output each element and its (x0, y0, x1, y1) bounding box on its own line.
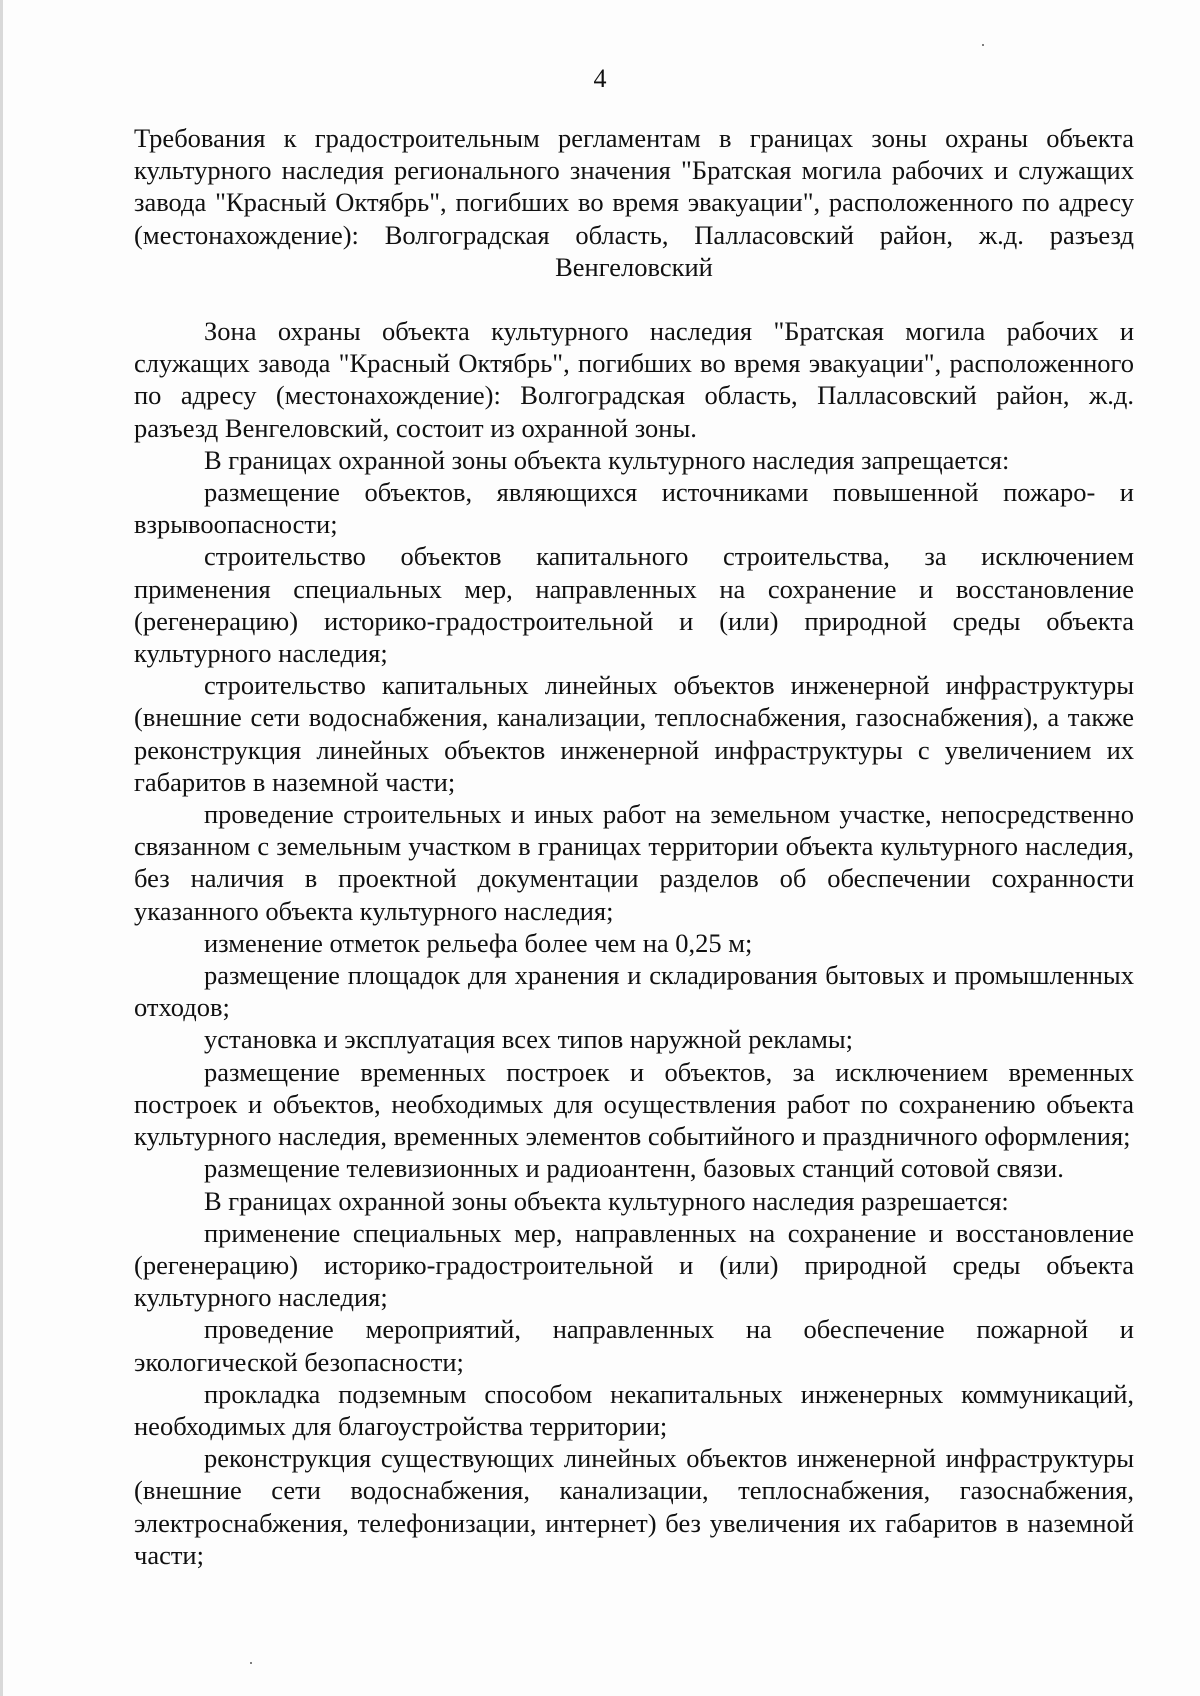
list-item: проведение мероприятий, направленных на обеспечение пожарной и экологической безопасности; (134, 1314, 1134, 1377)
list-item: строительство объектов капитального строительства, за исключением применения специальных мер, направленных на сохранение и восстановление (регенерацию) историко-градостроительной и (или) природной среды объекта культурного наследия; (134, 541, 1134, 669)
list-item: размещение объектов, являющихся источниками повышенной пожаро- и взрывоопасности; (134, 477, 1134, 540)
list-item: строительство капитальных линейных объектов инженерной инфраструктуры (внешние сети водоснабжения, канализации, теплоснабжения, газоснабжения), а также реконструкция линейных объектов инженерной инфраструктуры с увеличением их габаритов в наземной части; (134, 670, 1134, 797)
heading-spacer (134, 283, 1134, 315)
list-item: прокладка подземным способом некапитальных инженерных коммуникаций, необходимых для благоустройства территории; (134, 1378, 1134, 1441)
paragraph: В границах охранной зоны объекта культурного наследия запрещается: (204, 444, 1010, 475)
list-item: размещение площадок для хранения и складирования бытовых и промышленных отходов; (134, 960, 1134, 1023)
list-item: размещение телевизионных и радиоантенн, базовых станций сотовой связи. (204, 1153, 1064, 1184)
scan-edge-shadow (0, 0, 3, 1696)
list-item: реконструкция существующих линейных объектов инженерной инфраструктуры (внешние сети водоснабжения, канализации, теплоснабжения, газоснабжения, электроснабжения, телефонизации, интернет) без увеличения их габаритов в наземной части; (134, 1443, 1134, 1570)
document-body (134, 122, 1134, 1571)
scan-speck (982, 44, 984, 46)
section-heading: Требования к градостроительным регламентам в границах зоны охраны объекта культурного наследия регионального значения "Братская могила рабочих и служащих завода "Красный Октябрь", погибших во время эвакуации", расположенного по адресу (местонахождение): Волгоградская область, Палласовский район, ж.д. разъезд Венгеловский (134, 123, 1134, 282)
scan-speck (250, 1662, 252, 1664)
list-item: размещение временных построек и объектов, за исключением временных построек и объектов, необходимых для осуществления работ по сохранению объекта культурного наследия, временных элементов событийного и праздничного оформления; (134, 1056, 1134, 1152)
page-number: 4 (593, 64, 607, 93)
paragraph: В границах охранной зоны объекта культурного наследия разрешается: (204, 1185, 1009, 1216)
list-item: применение специальных мер, направленных на сохранение и восстановление (регенерацию) историко-градостроительной и (или) природной среды объекта культурного наследия; (134, 1217, 1134, 1313)
paragraph: Зона охраны объекта культурного наследия "Братская могила рабочих и служащих завода "Красный Октябрь", погибших во время эвакуации", расположенного по адресу (местонахождение): Волгоградская область, Палласовский район, ж.д. разъезд Венгеловский, состоит из охранной зоны. (134, 316, 1134, 443)
list-item: изменение отметок рельефа более чем на 0,25 м; (204, 927, 753, 958)
list-item: установка и эксплуатация всех типов наружной рекламы; (204, 1024, 854, 1055)
list-item: проведение строительных и иных работ на земельном участке, непосредственно связанном с земельным участком в границах территории объекта культурного наследия, без наличия в проектной документации разделов об обеспечении сохранности указанного объекта культурного наследия; (134, 799, 1134, 926)
